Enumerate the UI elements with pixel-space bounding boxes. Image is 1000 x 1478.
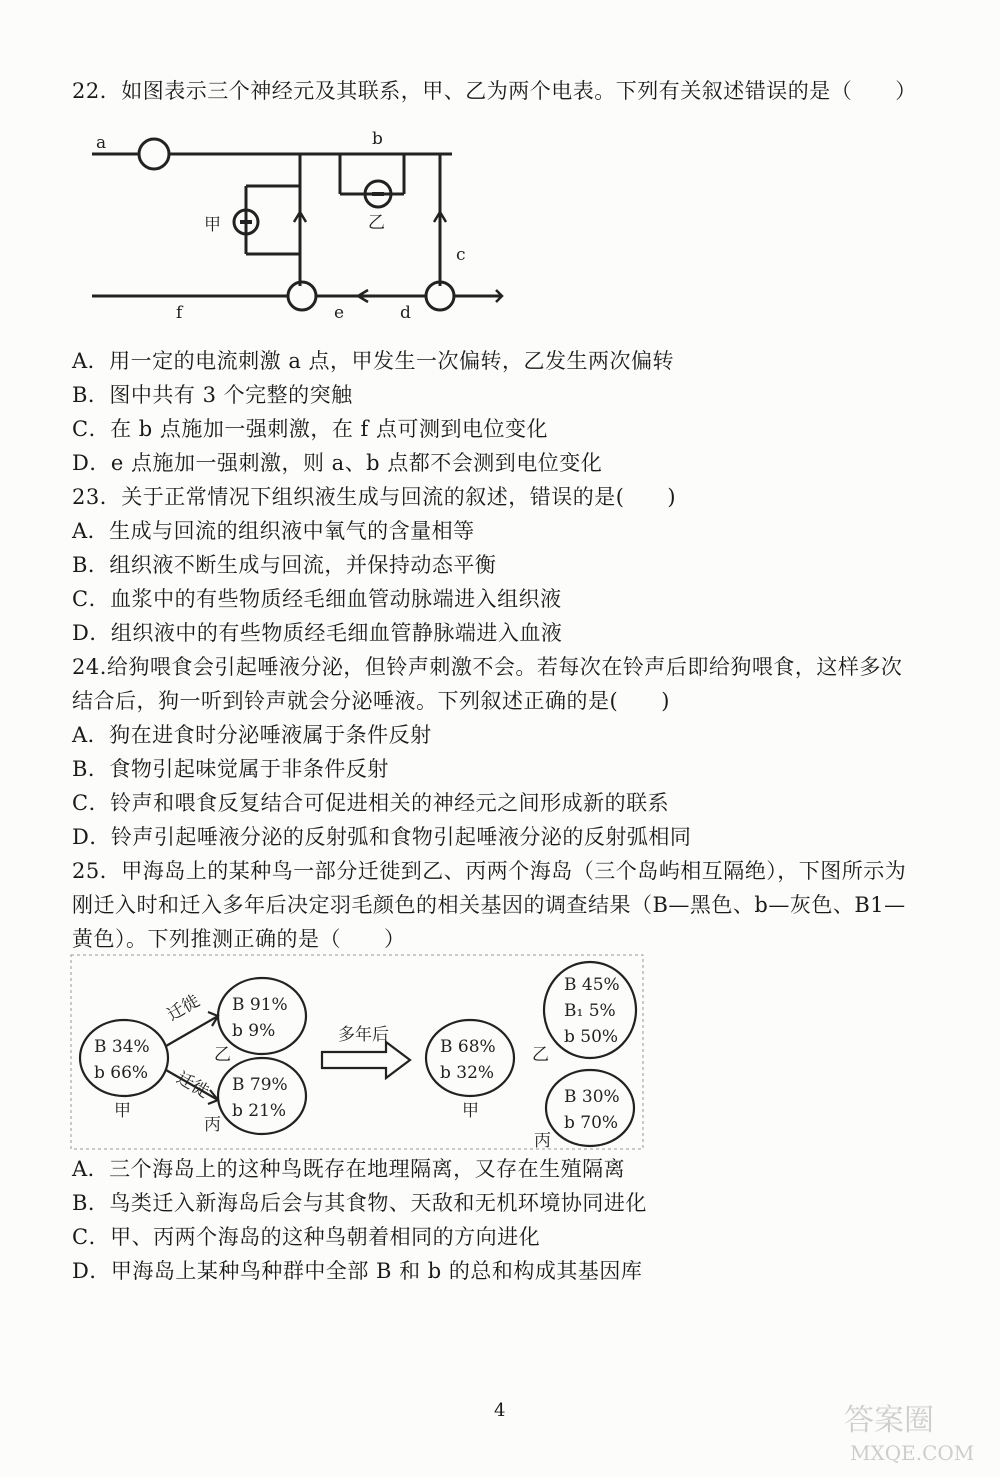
bing-initial-label: 丙 xyxy=(204,1115,221,1135)
yi-initial-label: 乙 xyxy=(214,1045,231,1065)
label-yi: 乙 xyxy=(368,213,385,233)
q25-stem-line2: 刚迁入时和迁入多年后决定羽毛颜色的相关基因的调查结果（B—黑色、b—灰色、B1— xyxy=(72,893,906,917)
arrow-label: 多年后 xyxy=(338,1025,389,1045)
q22-neuron-figure xyxy=(92,126,522,336)
jia-later-B: B 68% xyxy=(440,1037,496,1057)
jia-initial-label: 甲 xyxy=(114,1101,131,1121)
label-b: b xyxy=(372,129,383,149)
q25-option-b: B．鸟类迁入新海岛后会与其食物、天敌和无机环境协同进化 xyxy=(72,1191,647,1215)
q22-option-d: D．e 点施加一强刺激，则 a、b 点都不会测到电位变化 xyxy=(72,451,603,475)
label-a: a xyxy=(96,133,107,153)
bing-initial-b: b 21% xyxy=(232,1101,287,1121)
label-d: d xyxy=(400,303,411,323)
q25-option-a: A．三个海岛上的这种鸟既存在地理隔离，又存在生殖隔离 xyxy=(72,1157,626,1181)
q24-stem-line1: 24.给狗喂食会引起唾液分泌，但铃声刺激不会。若每次在铃声后即给狗喂食，这样多次 xyxy=(72,655,903,679)
label-jia: 甲 xyxy=(204,215,221,235)
bing-later-label: 丙 xyxy=(534,1131,551,1151)
bing-later-b: b 70% xyxy=(564,1113,619,1133)
q25-migration-figure xyxy=(70,954,650,1154)
label-e: e xyxy=(334,303,345,323)
q23-stem: 23．关于正常情况下组织液生成与回流的叙述，错误的是( ) xyxy=(72,485,677,509)
q25-option-c: C．甲、丙两个海岛的这种鸟朝着相同的方向进化 xyxy=(72,1225,541,1249)
q23-option-d: D．组织液中的有些物质经毛细血管静脉端进入血液 xyxy=(72,621,563,645)
q23-option-b: B．组织液不断生成与回流，并保持动态平衡 xyxy=(72,553,497,577)
q23-option-a: A．生成与回流的组织液中氧气的含量相等 xyxy=(72,519,475,543)
q22-option-a: A．用一定的电流刺激 a 点，甲发生一次偏转，乙发生两次偏转 xyxy=(72,349,675,373)
watermark-line1: 答案圈 xyxy=(844,1403,934,1438)
q22-stem: 22．如图表示三个神经元及其联系，甲、乙为两个电表。下列有关叙述错误的是（ ） xyxy=(72,79,917,103)
jia-initial-B: B 34% xyxy=(94,1037,150,1057)
q24-option-c: C．铃声和喂食反复结合可促进相关的神经元之间形成新的联系 xyxy=(72,791,670,815)
q24-option-b: B．食物引起味觉属于非条件反射 xyxy=(72,757,389,781)
yi-later-label: 乙 xyxy=(532,1045,549,1065)
q24-option-d: D．铃声引起唾液分泌的反射弧和食物引起唾液分泌的反射弧相同 xyxy=(72,825,692,849)
yi-initial-b: b 9% xyxy=(232,1021,276,1041)
q22-option-b: B．图中共有 3 个完整的突触 xyxy=(72,383,353,407)
bing-later-B: B 30% xyxy=(564,1087,620,1107)
yi-later-B: B 45% xyxy=(564,975,620,995)
label-c: c xyxy=(456,245,466,265)
watermark-logo xyxy=(836,1390,986,1470)
jia-initial-b: b 66% xyxy=(94,1063,149,1083)
yi-later-b: b 50% xyxy=(564,1027,619,1047)
q23-option-c: C．血浆中的有些物质经毛细血管动脉端进入组织液 xyxy=(72,587,562,611)
q24-stem-line2: 结合后，狗一听到铃声就会分泌唾液。下列叙述正确的是( ) xyxy=(72,689,670,713)
q25-stem-line3: 黄色）。下列推测正确的是（ ） xyxy=(72,927,406,951)
yi-initial-B: B 91% xyxy=(232,995,288,1015)
bing-initial-B: B 79% xyxy=(232,1075,288,1095)
page-number: 4 xyxy=(494,1400,506,1421)
jia-later-label: 甲 xyxy=(462,1101,479,1121)
q25-option-d: D．甲海岛上某种鸟种群中全部 B 和 b 的总和构成其基因库 xyxy=(72,1259,643,1283)
q22-option-c: C．在 b 点施加一强刺激，在 f 点可测到电位变化 xyxy=(72,417,548,441)
jia-later-b: b 32% xyxy=(440,1063,495,1083)
q24-option-a: A．狗在进食时分泌唾液属于条件反射 xyxy=(72,723,432,747)
watermark-line2: MXQE.COM xyxy=(850,1441,975,1465)
label-f: f xyxy=(176,303,183,323)
migrate-bottom-label: 迁徙 xyxy=(172,1068,213,1103)
migrate-top-label: 迁徙 xyxy=(163,991,204,1026)
yi-later-B1: B₁ 5% xyxy=(564,1001,616,1021)
q25-stem-line1: 25．甲海岛上的某种鸟一部分迁徙到乙、丙两个海岛（三个岛屿相互隔绝），下图所示为 xyxy=(72,859,907,883)
